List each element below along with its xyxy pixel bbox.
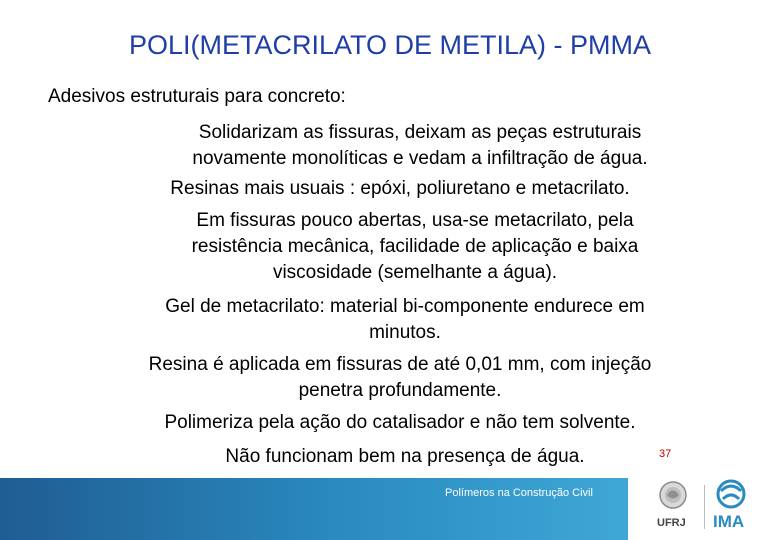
paragraph-6	[110, 410, 690, 436]
page-number: 37	[659, 448, 672, 460]
paragraph-line: minutos.	[369, 322, 441, 343]
slide-subtitle: Adesivos estruturais para concreto:	[48, 86, 346, 107]
paragraph-5	[95, 352, 705, 404]
slide-title: POLI(METACRILATO DE METILA) - PMMA	[128, 30, 652, 60]
paragraph-line: Resinas mais usuais : epóxi, poliuretano e metacrilato.	[170, 178, 630, 199]
paragraph-line: resistência mecânica, facilidade de aplicação e baixa	[191, 236, 639, 257]
paragraph-line: Gel de metacrilato: material bi-componente endurece em	[165, 296, 645, 317]
paragraph-line: Não funcionam bem na presença de água.	[225, 446, 585, 467]
footer-course-name: Polímeros na Construção Civil	[445, 487, 593, 499]
logo-divider	[704, 485, 705, 529]
paragraph-line: Polimeriza pela ação do catalisador e não tem solvente.	[164, 412, 636, 433]
paragraph-line: Solidarizam as fissuras, deixam as peças estruturais	[198, 122, 642, 143]
paragraph-2	[120, 176, 680, 202]
ima-logo-icon	[713, 479, 749, 511]
paragraph-line: viscosidade (semelhante a água).	[272, 262, 558, 283]
paragraph-7	[180, 444, 630, 470]
ima-logo-label: IMA	[713, 512, 745, 531]
paragraph-1	[140, 120, 700, 172]
paragraph-line: penetra profundamente.	[298, 380, 502, 401]
paragraph-line: novamente monolíticas e vedam a infiltração de água.	[192, 148, 648, 169]
paragraph-line: Resina é aplicada em fissuras de até 0,01 mm, com injeção	[148, 354, 652, 375]
paragraph-3	[135, 208, 695, 286]
paragraph-4	[115, 294, 695, 346]
ufrj-logo-label: UFRJ	[657, 517, 686, 529]
paragraph-line: Em fissuras pouco abertas, usa-se metacrilato, pela	[196, 210, 634, 231]
ufrj-logo-icon	[657, 480, 689, 516]
